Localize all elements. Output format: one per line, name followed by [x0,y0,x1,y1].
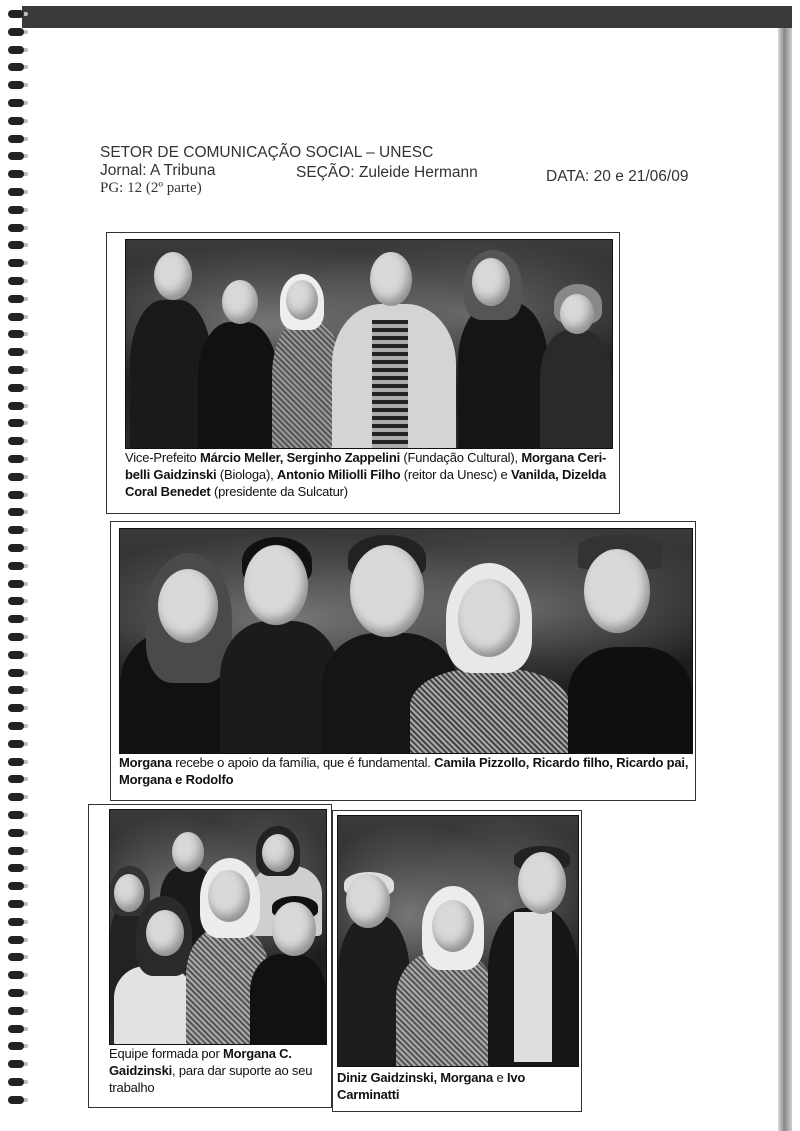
spiral-coil [8,188,24,196]
spiral-coil [8,81,24,89]
header-page: PG: 12 (2º parte) [100,180,202,196]
spiral-coil [8,330,24,338]
spiral-coil [8,811,24,819]
caption-run: recebe o apoio da família, que é fundamental. [171,755,435,770]
spiral-coil [8,829,24,837]
clipping-4-caption [337,1069,577,1103]
spiral-coil [8,597,24,605]
spiral-coil [8,1096,24,1104]
spiral-coil [8,277,24,285]
clipping-4 [332,810,582,1112]
spiral-coil [8,437,24,445]
spiral-coil [8,295,24,303]
clipping-3-caption [109,1045,319,1096]
spiral-coil [8,135,24,143]
clipping-4-photo [337,815,579,1067]
spiral-coil [8,971,24,979]
spiral-coil [8,170,24,178]
caption-run: e [493,1070,507,1085]
spiral-coil [8,259,24,267]
page-right-edge [778,28,792,1131]
spiral-coil [8,473,24,481]
spiral-coil [8,491,24,499]
caption-run: Morgana [119,755,172,770]
spiral-coil [8,508,24,516]
spiral-coil [8,1007,24,1015]
clipping-3 [88,804,332,1108]
spiral-coil [8,402,24,410]
caption-run: Márcio Meller, Serginho Zappelini [200,450,400,465]
caption-run: Antonio Miliolli Filho [276,467,401,482]
spiral-coil [8,847,24,855]
caption-run: (presidente da Sulcatur) [210,484,348,499]
spiral-coil [8,562,24,570]
spiral-coil [8,1042,24,1050]
header-data: DATA: 20 e 21/06/09 [546,168,689,185]
caption-run: Morgana C. Gaidzinski [109,1046,292,1078]
spiral-coil [8,544,24,552]
spiral-coil [8,722,24,730]
clipping-2-photo [119,528,693,754]
spiral-coil [8,455,24,463]
spiral-coil [8,241,24,249]
clipping-1 [106,232,620,514]
caption-run: Ivo Carminatti [337,1070,526,1102]
caption-run: Camila Pizzollo, Ricardo filho, Ricardo pai, Morgana e Rodolfo [119,755,689,787]
spiral-coil [8,99,24,107]
spiral-coil [8,46,24,54]
header-org: SETOR DE COMUNICAÇÃO SOCIAL – UNESC [100,144,434,161]
spiral-coil [8,1025,24,1033]
caption-run: (Biologa), [216,467,277,482]
clipping-2 [110,521,696,801]
spiral-coil [8,348,24,356]
spiral-coil [8,384,24,392]
page-top-shadow [22,6,792,28]
spiral-binding [0,10,30,1120]
clipping-3-photo [109,809,327,1045]
spiral-coil [8,651,24,659]
spiral-coil [8,704,24,712]
clipping-1-photo [125,239,613,449]
caption-run: Diniz Gaidzinski, Morgana [337,1070,494,1085]
spiral-coil [8,918,24,926]
spiral-coil [8,615,24,623]
clipping-1-caption [125,449,613,500]
spiral-coil [8,775,24,783]
spiral-coil [8,864,24,872]
spiral-coil [8,206,24,214]
spiral-coil [8,152,24,160]
caption-run: (Fundação Cultural), [400,450,522,465]
caption-run: Equipe formada por [109,1046,223,1061]
spiral-coil [8,758,24,766]
spiral-coil [8,900,24,908]
caption-run: Vice-Prefeito [125,450,200,465]
spiral-coil [8,366,24,374]
caption-run: (reitor da Unesc) e [400,467,511,482]
spiral-coil [8,63,24,71]
spiral-coil [8,1060,24,1068]
header-secao: SEÇÃO: Zuleide Hermann [296,164,478,181]
caption-run: Vanilda, Dizelda Coral Benedet [125,467,607,499]
spiral-coil [8,526,24,534]
spiral-coil [8,669,24,677]
spiral-coil [8,740,24,748]
spiral-coil [8,117,24,125]
clipping-2-caption [119,754,691,788]
spiral-coil [8,580,24,588]
spiral-coil [8,633,24,641]
header-jornal: Jornal: A Tribuna [100,162,216,179]
spiral-coil [8,989,24,997]
spiral-coil [8,936,24,944]
spiral-coil [8,313,24,321]
spiral-coil [8,793,24,801]
caption-run: , para dar suporte ao seu trabalho [109,1063,313,1095]
spiral-coil [8,419,24,427]
spiral-coil [8,1078,24,1086]
spiral-coil [8,882,24,890]
spiral-coil [8,686,24,694]
caption-run: Morgana Ceri-belli Gaidzinski [125,450,607,482]
spiral-coil [8,28,24,36]
spiral-coil [8,224,24,232]
spiral-coil [8,10,24,18]
spiral-coil [8,953,24,961]
